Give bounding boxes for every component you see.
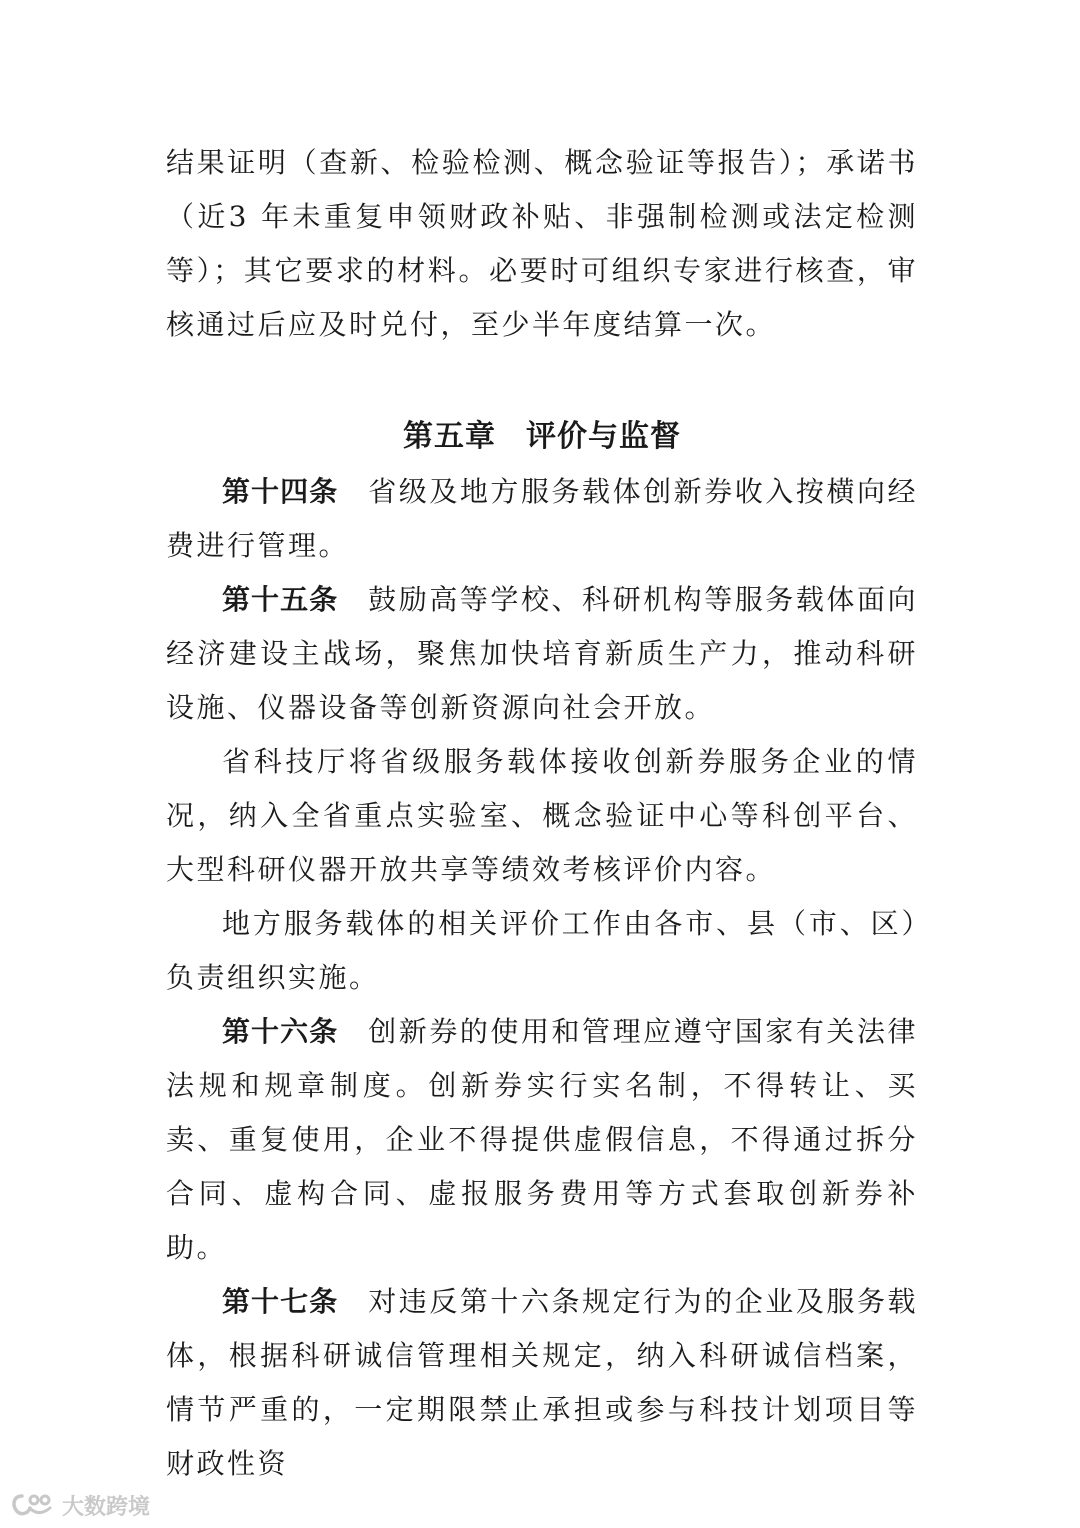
watermark-text: 大数跨境 (62, 1494, 151, 1520)
article-text: 创新券的使用和管理应遵守国家有关法律法规和规章制度。创新券实行实名制，不得转让、买卖、重复使用，企业不得提供虚假信息，不得通过拆分合同、虚构合同、虚报服务费用等方式套取创新券补助。 (166, 1015, 918, 1264)
chapter-number: 第五章 (403, 419, 496, 454)
article-15-paragraph-2: 省科技厅将省级服务载体接收创新券服务企业的情况，纳入全省重点实验室、概念验证中心等科创平台、大型科研仪器开放共享等绩效考核评价内容。 (166, 745, 918, 886)
article-15 (166, 573, 918, 735)
articles-block (166, 465, 918, 1491)
continuation-block (166, 136, 918, 352)
article-17 (166, 1275, 918, 1491)
watermark (10, 1488, 150, 1522)
article-14 (166, 465, 918, 573)
chapter-heading (166, 412, 918, 462)
article-label: 第十四条 (222, 475, 339, 508)
chapter-title: 评价与监督 (526, 419, 681, 454)
article-label: 第十五条 (222, 583, 339, 616)
article-text: 省级及地方服务载体创新券收入按横向经费进行管理。 (166, 475, 918, 562)
article-label: 第十七条 (222, 1285, 339, 1318)
article-16 (166, 1005, 918, 1275)
article-label: 第十六条 (222, 1015, 339, 1048)
logo-icon (10, 1490, 56, 1520)
article-text: 对违反第十六条规定行为的企业及服务载体，根据科研诚信管理相关规定，纳入科研诚信档案，情节严重的，一定期限禁止承担或参与科技计划项目等财政性资 (166, 1285, 918, 1480)
article-15-paragraph-3: 地方服务载体的相关评价工作由各市、县（市、区）负责组织实施。 (166, 907, 918, 994)
article-text: 鼓励高等学校、科研机构等服务载体面向经济建设主战场，聚焦加快培育新质生产力，推动科研设施、仪器设备等创新资源向社会开放。 (166, 583, 918, 724)
continuation-paragraph: 结果证明（查新、检验检测、概念验证等报告）；承诺书（近3 年未重复申领财政补贴、非强制检测或法定检测等）；其它要求的材料。必要时可组织专家进行核查，审核通过后应及时兑付，至少半年度结算一次。 (166, 146, 918, 341)
